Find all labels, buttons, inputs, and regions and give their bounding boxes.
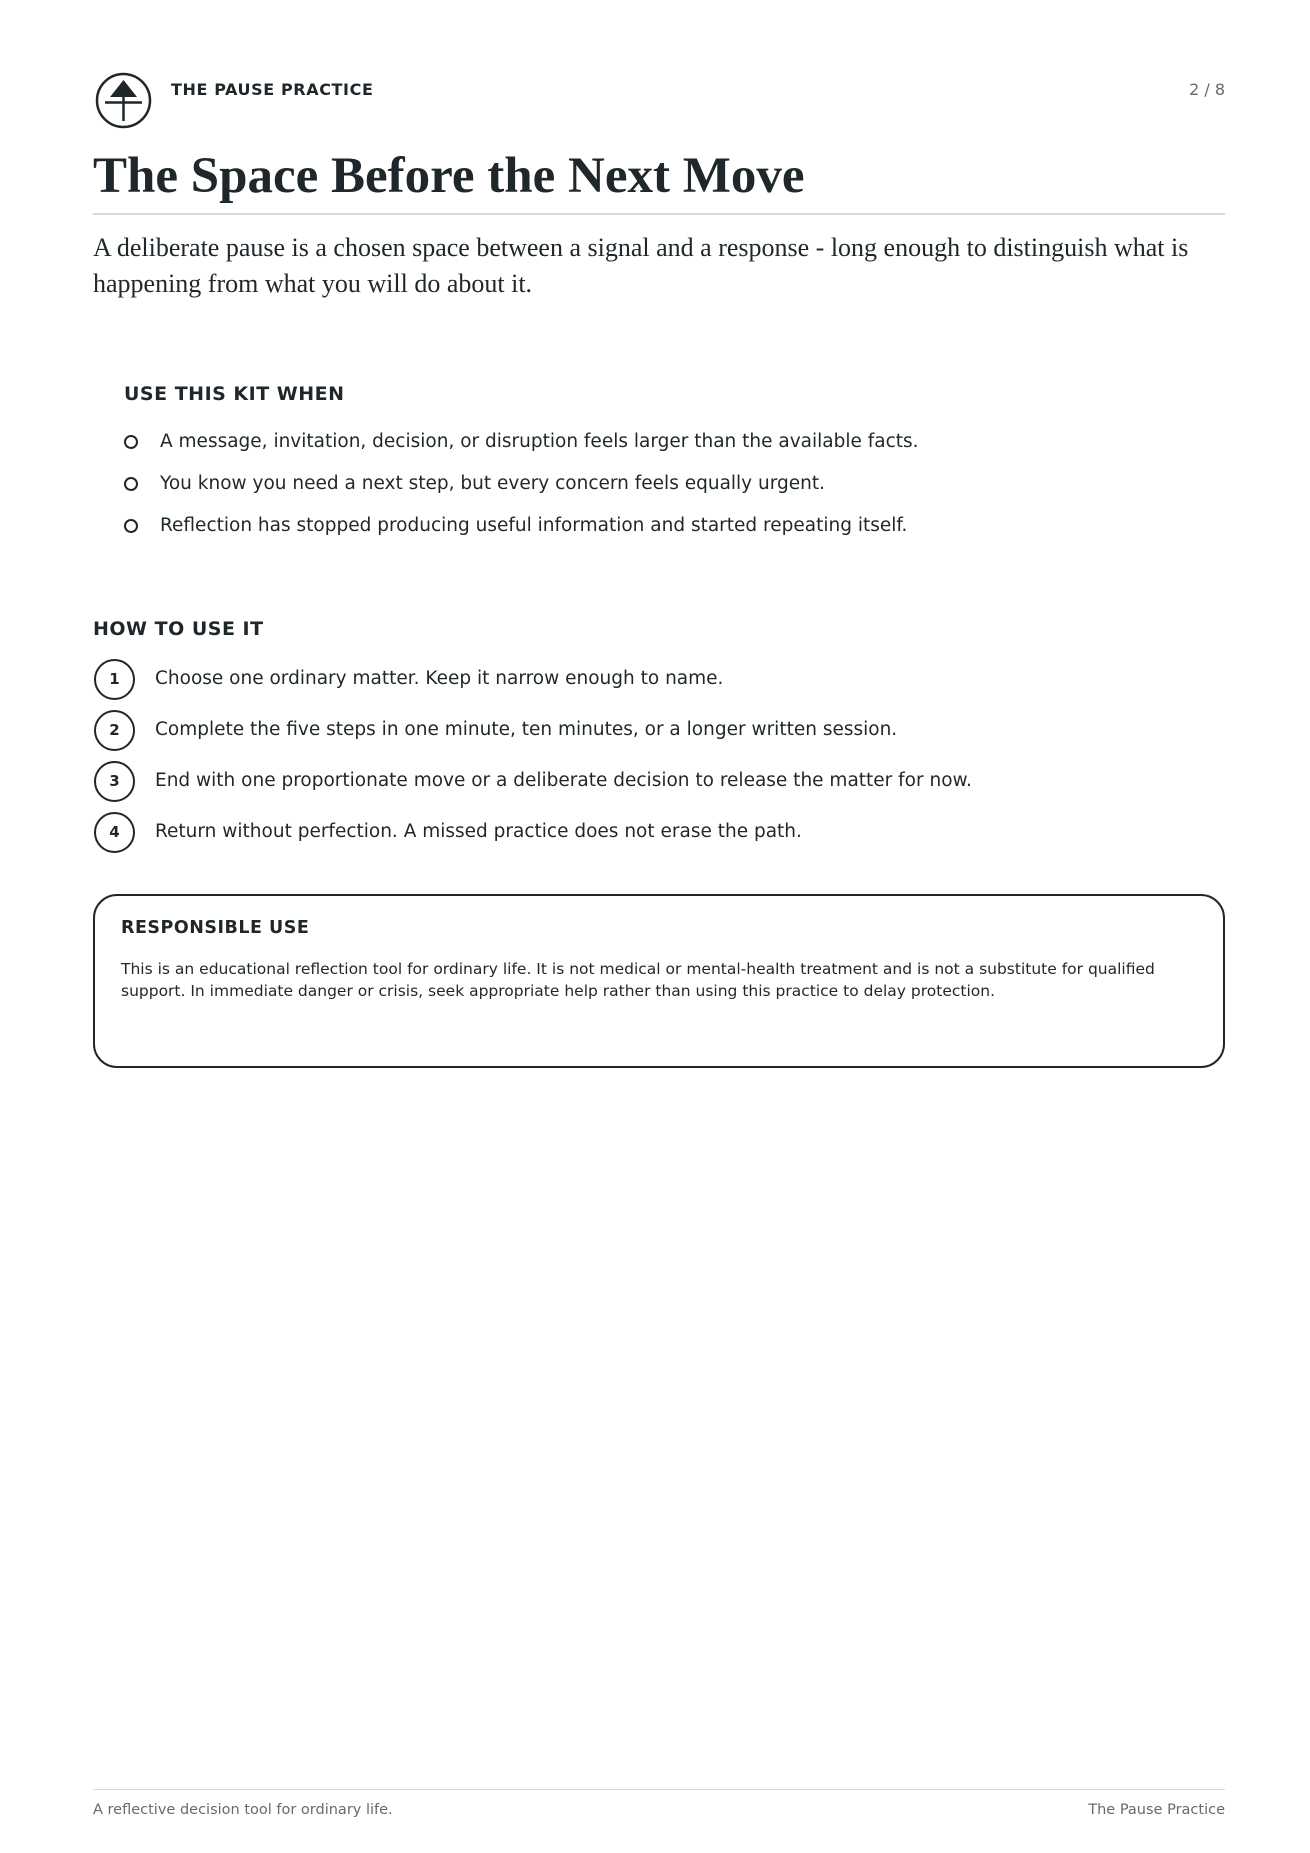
use-when-item-text: A message, invitation, decision, or disruption feels larger than the available facts. xyxy=(160,431,919,452)
bullet-ring-icon xyxy=(124,519,138,533)
title-divider xyxy=(93,213,1225,215)
how-to-steps xyxy=(93,658,972,862)
use-when-item xyxy=(124,427,919,469)
step-item xyxy=(93,658,972,709)
use-when-item-text: Reflection has stopped producing useful information and started repeating itself. xyxy=(160,515,908,536)
responsible-use-text: This is an educational reflection tool for ordinary life. It is not medical or mental-health treatment and is not a substitute for qualified support. In immediate danger or crisis, seek appropriate help rather than using this practice to delay protection. xyxy=(121,960,1155,1000)
footer-brand: The Pause Practice xyxy=(1088,1802,1225,1818)
use-when-item xyxy=(124,511,919,553)
responsible-use-callout xyxy=(93,894,1225,1068)
footer-divider xyxy=(93,1789,1225,1790)
step-number-badge: 3 xyxy=(94,761,135,802)
step-number-badge: 1 xyxy=(94,659,135,700)
lead-paragraph: A deliberate pause is a chosen space between a signal and a response - long enough to distinguish what is happening from what you will do about it. xyxy=(93,233,1189,298)
step-item xyxy=(93,709,972,760)
step-number-badge: 4 xyxy=(94,812,135,853)
bullet-ring-icon xyxy=(124,477,138,491)
brand-name: THE PAUSE PRACTICE xyxy=(171,80,374,99)
bullet-ring-icon xyxy=(124,435,138,449)
step-text: End with one proportionate move or a deliberate decision to release the matter for now. xyxy=(155,770,972,791)
page-title: The Space Before the Next Move xyxy=(93,148,805,204)
use-when-item xyxy=(124,469,919,511)
use-when-item-text: You know you need a next step, but every concern feels equally urgent. xyxy=(160,473,826,494)
step-number-badge: 2 xyxy=(94,710,135,751)
step-text: Complete the five steps in one minute, ten minutes, or a longer written session. xyxy=(155,719,898,740)
tree-in-circle-icon xyxy=(95,72,152,129)
document-page xyxy=(93,0,1225,1853)
how-to-heading: HOW TO USE IT xyxy=(93,618,264,640)
page-indicator: 2 / 8 xyxy=(1189,80,1225,99)
page-header xyxy=(93,72,1225,132)
step-item xyxy=(93,760,972,811)
step-text: Return without perfection. A missed practice does not erase the path. xyxy=(155,821,802,842)
use-when-heading: USE THIS KIT WHEN xyxy=(124,383,345,405)
responsible-use-heading: RESPONSIBLE USE xyxy=(121,918,310,938)
step-text: Choose one ordinary matter. Keep it narrow enough to name. xyxy=(155,668,724,689)
footer-tagline: A reflective decision tool for ordinary life. xyxy=(93,1802,393,1818)
use-when-list xyxy=(124,427,919,553)
step-item xyxy=(93,811,972,862)
